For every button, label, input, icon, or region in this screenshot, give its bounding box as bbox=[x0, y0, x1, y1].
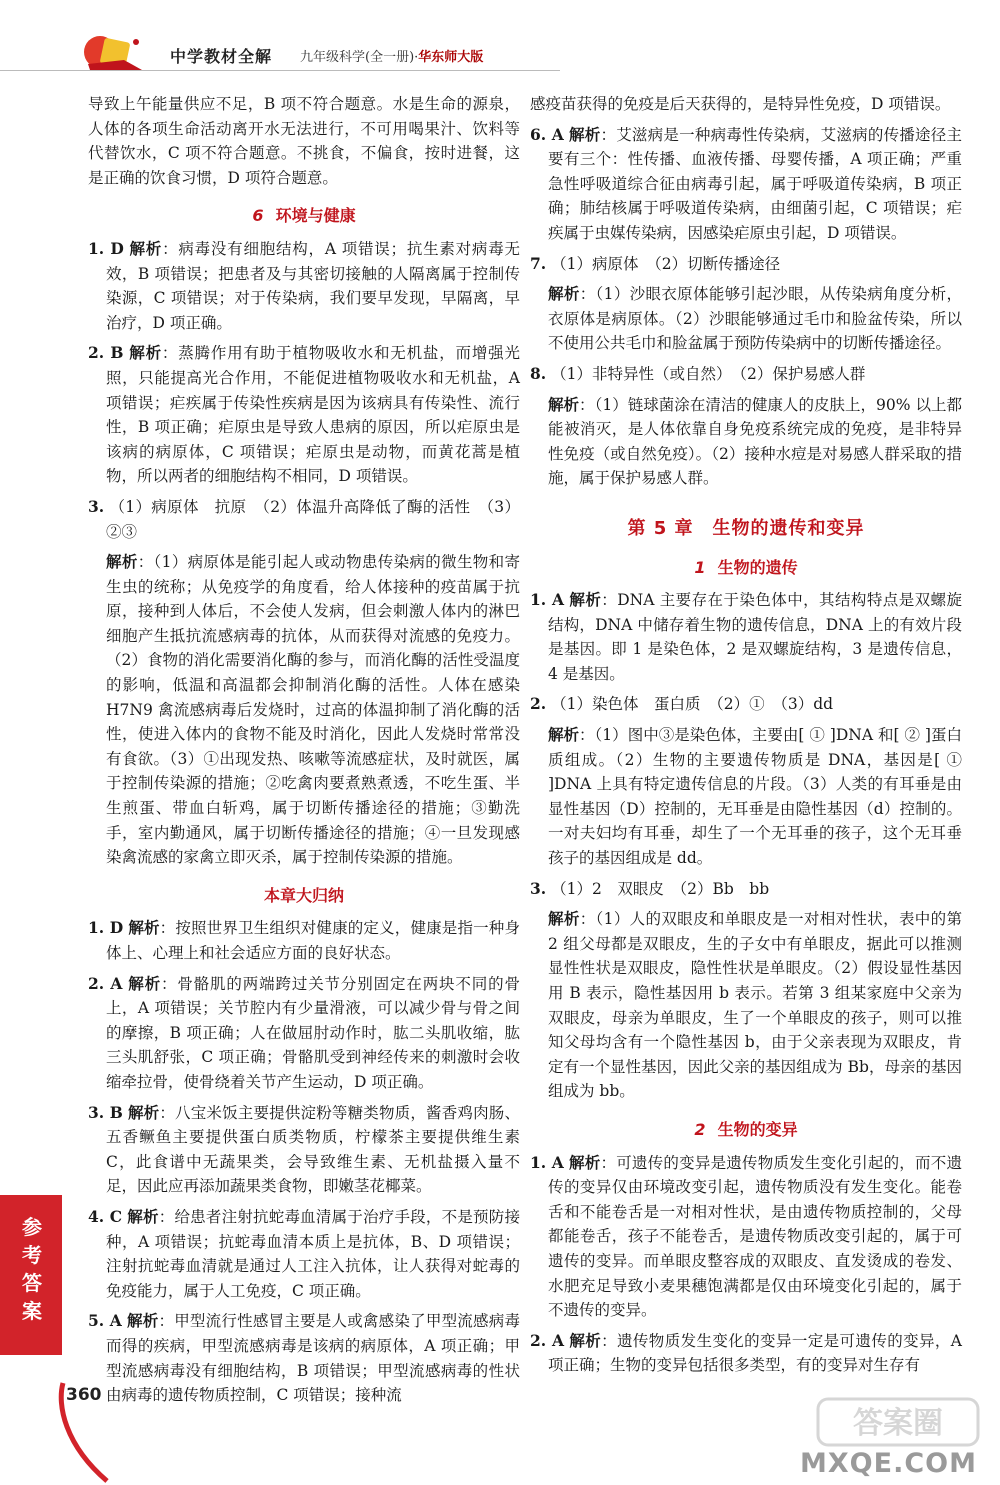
answer-text: （1）病原体 （2）切断传播途径 bbox=[551, 254, 781, 273]
answer-item bbox=[530, 282, 962, 356]
answer-item bbox=[530, 252, 962, 277]
answer-label: 1. A bbox=[530, 590, 565, 610]
answer-text: ：蒸腾作用有助于植物吸收水和无机盐，而增强光照，只能提高光合作用，不能促进植物吸收水和无机盐，A 项错误；疟疾属于传染性疾病是因为该病具有传染性、流行性，B 项正确；疟原虫是导致人患病的原因，所以疟原虫是该病的病原体，C 项错误；疟原虫是动物，而黄花蒿是植物，所以两者的细胞结构不相同，D 项错误。 bbox=[106, 344, 520, 486]
answer-item bbox=[530, 588, 962, 686]
answer-text: （1）非特异性（或自然） （2）保护易感人群 bbox=[551, 364, 866, 383]
answer-label: 5. A bbox=[88, 1311, 122, 1331]
section-number: 2 bbox=[694, 1119, 706, 1139]
answer-label: 1. A bbox=[530, 1152, 564, 1172]
analysis-keyword: 解析 bbox=[127, 1206, 159, 1226]
analysis-keyword: 解析 bbox=[129, 238, 163, 258]
answer-text: ：（1）人的双眼皮和单眼皮是一对相对性状，表中的第 2 组父母都是双眼皮，生的子女中有单眼皮，据此可以推测显性性状是双眼皮，隐性性状是单眼皮。（2）假设显性基因用 B 表示，隐性基因用 b 表示。若第 3 组某家庭中父亲为双眼皮，母亲为单眼皮，生了一个单眼皮的孩子，则可以推知父母均含有一个隐性基因 b，由于父亲表现为双眼皮，肯定有一个显性基因，因此父亲的基因组成为 Bb，母亲的基因组成为 bb。 bbox=[548, 910, 962, 1101]
chapter-heading: 第 5 章 生物的遗传和变异 bbox=[627, 517, 865, 539]
analysis-keyword: 解析 bbox=[569, 1330, 602, 1350]
section-heading bbox=[88, 884, 520, 909]
answer-text: ：可遗传的变异是遗传物质发生变化引起的，而不遗传的变异仅由环境改变引起，遗传物质没有发生变化。能卷舌和不能卷舌是一对相对性状，是由遗传物质控制的，父母都能卷舌，孩子不能卷舌，是遗传物质改变引起的，属于可遗传的变异。而单眼皮整容成的双眼皮、直发烫成的卷发、水肥充足导致小麦果穗饱满都是仅由环境变化引起的，属于不遗传的变异。 bbox=[548, 1153, 962, 1320]
section-title: 环境与健康 bbox=[275, 206, 356, 226]
answer-text: ：甲型流行性感冒主要是人或禽感染了甲型流感病毒而得的疾病，甲型流感病毒是该病的病原体，A 项正确；甲型流感病毒没有细胞结构，B 项错误；甲型流感病毒的性状由病毒的遗传物质控制，C 项错误；接种流 bbox=[106, 1312, 520, 1405]
answer-text: ：骨骼肌的两端跨过关节分别固定在两块不同的骨上，A 项错误；关节腔内有少量滑液，可以减少骨与骨之间的摩擦，B 项正确；人在做屈肘动作时，肱二头肌收缩，肱三头肌舒张，C 项正确；骨骼肌受到神经传来的刺激时会收缩牵拉骨，使骨绕着关节产生运动，D 项正确。 bbox=[106, 974, 520, 1091]
svg-text:答案圈: 答案圈 bbox=[853, 1406, 943, 1441]
book-title bbox=[300, 46, 483, 65]
analysis-keyword: 解析 bbox=[128, 1102, 160, 1122]
page-number: 360 bbox=[66, 1385, 102, 1405]
answer-text: ：（1）链球菌涂在清洁的健康人的皮肤上，90% 以上都能被消灭，是人体依靠自身免疫系统完成的免疫，是非特异性免疫（或自然免疫）。（2）接种水痘是对易感人群采取的措施，属于保护易感人群。 bbox=[548, 395, 962, 488]
answer-item bbox=[88, 237, 520, 335]
answer-text: ：（1）图中③是染色体，主要由[ ① ]DNA 和[ ② ]蛋白质组成。（2）生物的主要遗传物质是 DNA，基因是[ ① ]DNA 上具有特定遗传信息的片段。（3）人类的有耳垂是由显性基因（D）控制的，无耳垂是由隐性基因（d）控制的。一对夫妇均有耳垂，却生了一个无耳垂的孩子，这个无耳垂孩子的基因组成是 dd。 bbox=[548, 726, 962, 868]
answer-item bbox=[530, 393, 962, 491]
answer-item bbox=[530, 907, 962, 1104]
answer-text: ：（1）病原体是能引起人或动物患传染病的微生物和寄生虫的统称；从免疫学的角度看，给人体接种的疫苗属于抗原，接种到人体后，不会使人发病，但会刺激人体内的淋巴细胞产生抵抗流感病毒的抗体，从而获得对流感的免疫力。（2）食物的消化需要消化酶的参与，而消化酶的活性受温度的影响，低温和高温都会抑制消化酶的活性。人体在感染 H7N9 禽流感病毒后发烧时，过高的体温抑制了消化酶的活性，使进入体内的食物不能及时消化，因此人发烧时常常没有食欲。（3）①出现发热、咳嗽等流感症状，及时就医，属于控制传染源的措施；②吃禽肉要煮熟煮透，不吃生蛋、半生煎蛋、带血白斩鸡，属于切断传播途径的措施；③勤洗手，室内勤通风，属于切断传播途径的措施；④一旦发现感染禽流感的家禽立即灭杀，属于控制传染源的措施。 bbox=[106, 553, 520, 867]
publisher: 华东师大版 bbox=[418, 50, 484, 65]
analysis-keyword: 解析 bbox=[129, 343, 162, 363]
answer-label: 3. B bbox=[88, 1102, 123, 1122]
answer-text: （1）病原体 抗原 （2）体温升高降低了酶的活性 （3）②③ bbox=[106, 497, 520, 541]
analysis-keyword: 解析 bbox=[548, 725, 580, 745]
analysis-keyword: 解析 bbox=[548, 284, 580, 304]
answer-text: ：给患者注射抗蛇毒血清属于治疗手段，不是预防接种，A 项错误；抗蛇毒血清本质上是抗体，B、D 项错误；注射抗蛇毒血清就是通过人工注入抗体，让人获得对蛇毒的免疫能力，属于人工免疫，C 项正确。 bbox=[106, 1207, 520, 1300]
answer-item bbox=[88, 1309, 520, 1407]
answer-label: 1. D bbox=[88, 238, 124, 258]
section-heading bbox=[88, 204, 520, 229]
answer-label: 2. A bbox=[530, 1330, 564, 1350]
book-logo-icon bbox=[80, 30, 150, 72]
section-title: 本章大归纳 bbox=[263, 885, 344, 905]
answer-label: 2. B bbox=[88, 343, 124, 363]
analysis-keyword: 解析 bbox=[128, 973, 161, 993]
side-tab-label: 参考答案 bbox=[22, 1215, 42, 1323]
section-number: 6 bbox=[252, 206, 264, 226]
section-number: 1 bbox=[694, 557, 706, 577]
answer-text: （1）2 双眼皮 （2）Bb bb bbox=[551, 879, 770, 898]
analysis-keyword: 解析 bbox=[548, 394, 580, 414]
answer-label: 4. C bbox=[88, 1206, 123, 1226]
answer-label: 6. A bbox=[530, 124, 564, 144]
section-title: 生物的变异 bbox=[717, 1119, 798, 1139]
answer-item bbox=[530, 1329, 962, 1378]
right-column bbox=[530, 92, 962, 1384]
analysis-keyword: 解析 bbox=[569, 1152, 601, 1172]
answer-label: 3. bbox=[88, 496, 105, 516]
answer-text: ：遗传物质发生变化的变异一定是可遗传的变异，A 项正确；生物的变异包括很多类型，有的变异对生存有 bbox=[548, 1331, 962, 1375]
answer-item bbox=[88, 1101, 520, 1199]
answer-text: 感疫苗获得的免疫是后天获得的，是特异性免疫，D 项错误。 bbox=[530, 95, 951, 113]
section-heading bbox=[530, 556, 962, 581]
analysis-keyword: 解析 bbox=[106, 552, 138, 572]
answer-label: 3. bbox=[530, 878, 547, 898]
answer-item bbox=[88, 495, 520, 544]
answer-item bbox=[88, 916, 520, 965]
continued-paragraph bbox=[530, 92, 962, 117]
answer-item bbox=[530, 1151, 962, 1323]
answer-text: ：艾滋病是一种病毒性传染病，艾滋病的传播途径主要有三个：性传播、血液传播、母婴传播，A 项正确；严重急性呼吸道综合征由病毒引起，属于呼吸道传染病，B 项正确；肺结核属于呼吸道传染病，由细菌引起，C 项错误；疟疾属于虫媒传染病，因感染疟原虫引起，D 项错误。 bbox=[548, 125, 962, 242]
analysis-keyword: 解析 bbox=[548, 909, 580, 929]
answer-item bbox=[530, 362, 962, 387]
answer-label: 2. A bbox=[88, 973, 123, 993]
answer-label: 1. D bbox=[88, 918, 124, 938]
analysis-keyword: 解析 bbox=[569, 590, 602, 610]
section-heading bbox=[530, 1118, 962, 1143]
continued-paragraph bbox=[88, 92, 520, 190]
book-title-text: 九年级科学(全一册)· bbox=[300, 50, 419, 65]
answer-text: 导致上午能量供应不足，B 项不符合题意。水是生命的源泉，人体的各项生命活动离开水无法进行，不可用喝果汁、饮料等代替饮水，C 项不符合题意。不挑食，不偏食，按时进餐，这是正确的饮食习惯，D 项符合题意。 bbox=[88, 95, 520, 187]
answer-text: （1）染色体 蛋白质 （2）① （3）dd bbox=[551, 695, 834, 714]
answer-label: 2. bbox=[530, 694, 547, 714]
answer-label: 8. bbox=[530, 363, 547, 383]
analysis-keyword: 解析 bbox=[569, 124, 601, 144]
answer-item bbox=[88, 1205, 520, 1303]
analysis-keyword: 解析 bbox=[128, 918, 160, 938]
answer-item bbox=[88, 550, 520, 870]
answer-item bbox=[88, 341, 520, 489]
answer-text: ：八宝米饭主要提供淀粉等糖类物质，酱香鸡肉肠、五香鳜鱼主要提供蛋白质类物质，柠檬茶主要提供维生素 C，此食谱中无蔬果类，会导致维生素、无机盐摄入量不足，因此应再添加蔬果类食物，即嫩茎花椰菜。 bbox=[106, 1103, 520, 1196]
header-rule bbox=[0, 70, 560, 71]
answer-item bbox=[530, 692, 962, 717]
answer-text: ：按照世界卫生组织对健康的定义，健康是指一种身体上、心理上和社会适应方面的良好状态。 bbox=[106, 919, 520, 962]
answer-item bbox=[88, 972, 520, 1095]
brand-title: 中学教材全解 bbox=[170, 47, 273, 66]
watermark-text: MXQE.COM bbox=[800, 1448, 977, 1479]
answer-item bbox=[530, 877, 962, 902]
answer-text: ：DNA 主要存在于染色体中，其结构特点是双螺旋结构，DNA 中储存着生物的遗传信息，DNA 上的有效片段是基因。即 1 是染色体，2 是双螺旋结构，3 是遗传信息，4 是基因。 bbox=[548, 591, 962, 683]
section-title: 生物的遗传 bbox=[717, 557, 798, 577]
page-header bbox=[0, 0, 1000, 80]
answer-label: 7. bbox=[530, 253, 547, 273]
answer-item bbox=[530, 723, 962, 871]
answer-item bbox=[530, 123, 962, 246]
answer-text: ：（1）沙眼衣原体能够引起沙眼，从传染病角度分析，衣原体是病原体。（2）沙眼能够通过毛巾和脸盆传染，所以不使用公共毛巾和脸盆属于预防传染病中的切断传播途径。 bbox=[548, 285, 962, 353]
left-column bbox=[88, 92, 520, 1414]
analysis-keyword: 解析 bbox=[127, 1311, 159, 1331]
answer-text: ：病毒没有细胞结构，A 项错误；抗生素对病毒无效，B 项错误；把患者及与其密切接触的人隔离属于控制传染源，C 项错误；对于传染病，我们要早发现，早隔离，早治疗，D 项正确。 bbox=[106, 239, 520, 332]
